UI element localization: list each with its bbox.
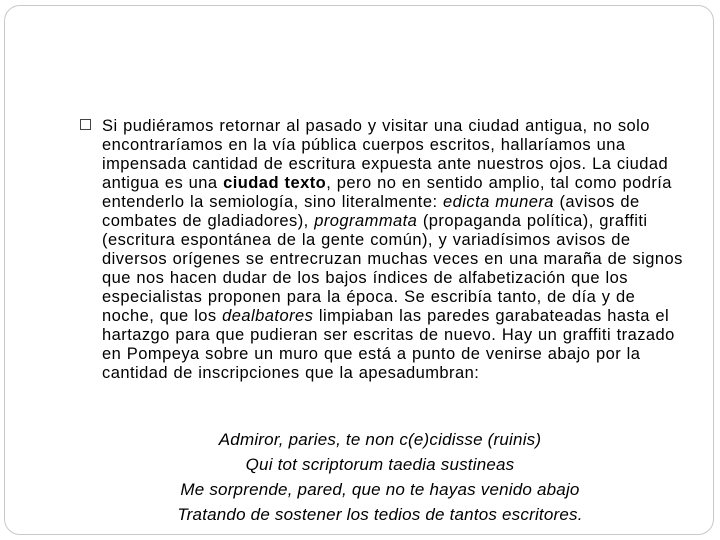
verse-line: Admiror, paries, te non c(e)cidisse (ruinis) [218, 430, 542, 449]
italic-term: programmata [314, 212, 418, 230]
bold-term: ciudad texto [223, 174, 327, 192]
text-run: , pero no en sentido amplio, tal como podría entenderlo la semiología, sino literalmente: [102, 174, 672, 211]
body-text [80, 117, 690, 383]
text-run: Si pudiéramos retornar al pasado y visitar una ciudad antigua, no solo encontraríamos en la vía pública cuerpos escritos, hallaríamos una impensada cantidad de escritura expuesta ante nuestros ojos. La ciudad antigua es una [102, 117, 669, 192]
italic-term: edicta munera [443, 193, 554, 211]
text-run: (propaganda política), graffiti (escritura espontánea de la gente común), y variadísimos avisos de diversos orígenes se entrecruzan muchas veces en una maraña de signos que nos hacen dudar de los bajos índices de alfabetización que los especialistas proponen para la época. Se escribía tanto, de día y de noche, que los [102, 212, 683, 325]
text-run: limpiaban las paredes garabateadas hasta el hartazgo para que pudieran ser escritas de nuevo. Hay un graffiti trazado en Pompeya sobre un muro que está a punto de venirse abajo por la cantidad de inscripciones que la apesadumbran: [102, 307, 675, 382]
verse-line: Tratando de sostener los tedios de tantos escritores. [177, 505, 583, 524]
verse-line: Me sorprende, pared, que no te hayas venido abajo [180, 480, 580, 499]
italic-term: dealbatores [222, 307, 314, 325]
bullet-box-icon [80, 119, 91, 130]
text-run: (avisos de combates de gladiadores), [102, 193, 640, 230]
verse-line: Qui tot scriptorum taedia sustineas [245, 455, 515, 474]
main-paragraph [102, 117, 690, 383]
